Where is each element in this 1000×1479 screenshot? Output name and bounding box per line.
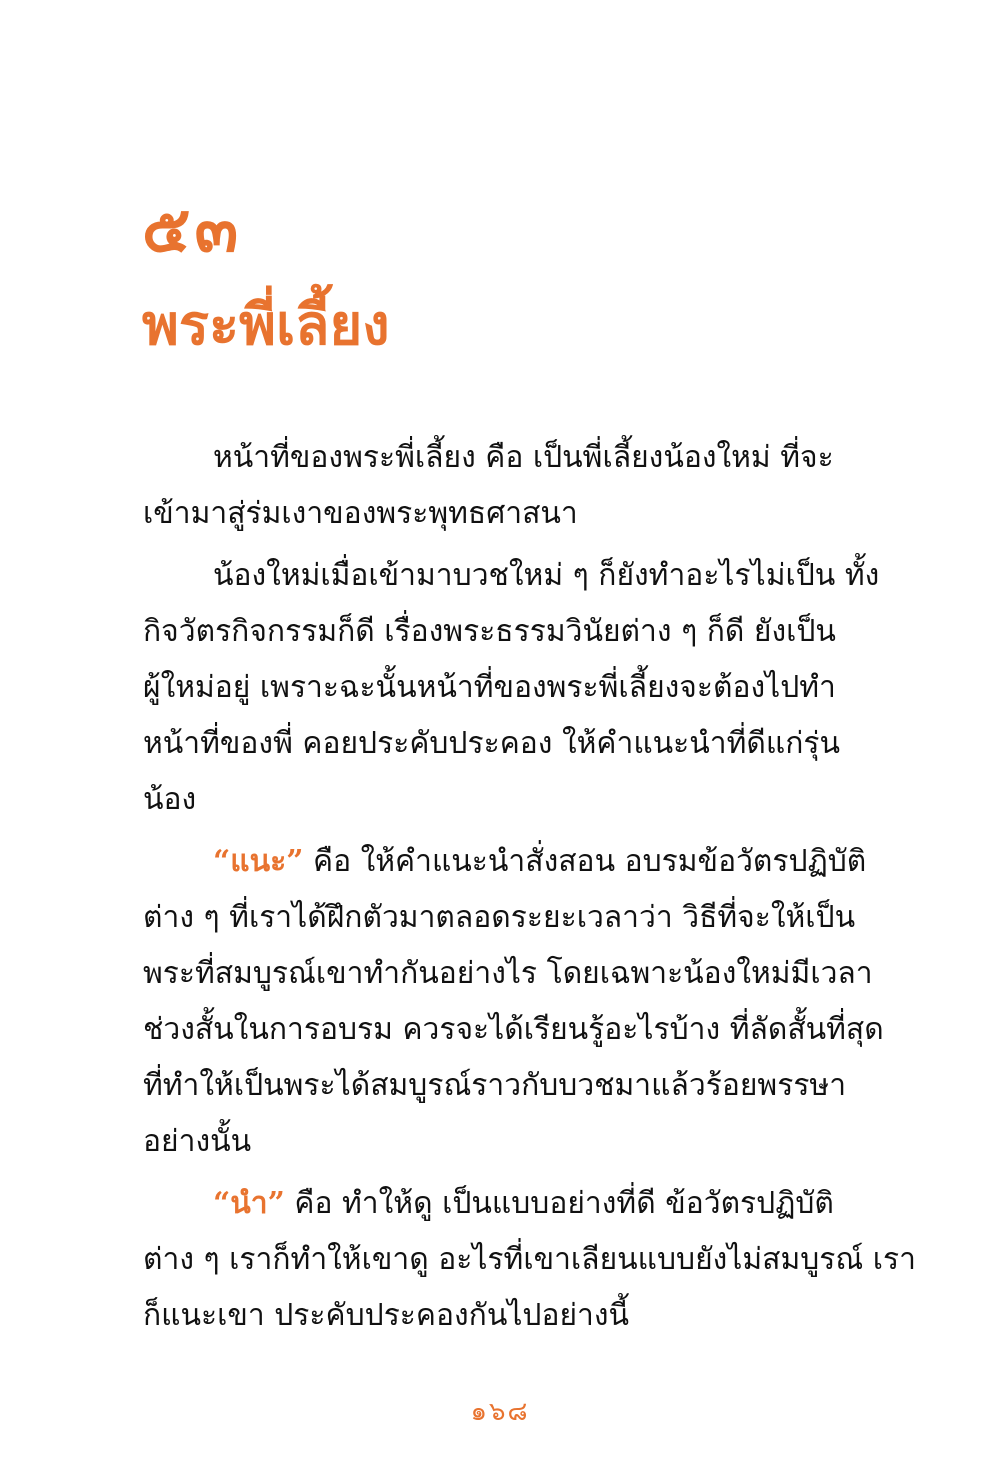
term-definition: คือ ให้คำแนะนำสั่งสอน อบรมข้อวัตรปฏิบัติ — [303, 844, 867, 879]
paragraph-line: พระที่สมบูรณ์เขาทำกันอย่างไร โดยเฉพาะน้องใหม่มีเวลา — [143, 956, 873, 991]
highlighted-term: “แนะ” — [213, 844, 304, 879]
term-definition: คือ ทำให้ดู เป็นแบบอย่างที่ดี ข้อวัตรปฏิบัติ — [284, 1186, 834, 1221]
paragraph-line: ผู้ใหม่อยู่ เพราะฉะนั้นหน้าที่ของพระพี่เลี้ยงจะต้องไปทำ — [143, 670, 836, 705]
paragraph-line: หน้าที่ของพี่ คอยประคับประคอง ให้คำแนะนำที่ดีแก่รุ่น — [143, 726, 841, 761]
paragraph-line: ต่าง ๆ ที่เราได้ฝึกตัวมาตลอดระยะเวลาว่า วิธีที่จะให้เป็น — [143, 900, 856, 935]
paragraph-line: กิจวัตรกิจกรรมก็ดี เรื่องพระธรรมวินัยต่าง ๆ ก็ดี ยังเป็น — [143, 614, 836, 649]
paragraph-line: น้องใหม่เมื่อเข้ามาบวชใหม่ ๆ ก็ยังทำอะไรไม่เป็น ทั้ง — [213, 558, 880, 593]
paragraph-line — [143, 834, 867, 890]
paragraph-3 — [143, 834, 884, 1170]
paragraph-line: ก็แนะเขา ประคับประคองกันไปอย่างนี้ — [143, 1298, 630, 1333]
paragraph-line: เข้ามาสู่ร่มเงาของพระพุทธศาสนา — [143, 496, 578, 531]
paragraph-1 — [143, 430, 834, 542]
paragraph-line: ที่ทำให้เป็นพระได้สมบูรณ์ราวกับบวชมาแล้วร้อยพรรษา — [143, 1068, 847, 1103]
page-number: ๑๖๘ — [470, 1397, 530, 1427]
paragraph-4 — [143, 1176, 916, 1344]
chapter-title: พระพี่เลี้ยง — [142, 292, 390, 358]
paragraph-2 — [143, 548, 880, 828]
paragraph-line: น้อง — [143, 782, 197, 817]
paragraph-line: อย่างนั้น — [143, 1124, 252, 1159]
highlighted-term: “นำ” — [213, 1186, 285, 1221]
chapter-number: ๕๓ — [142, 192, 243, 267]
paragraph-line — [143, 1176, 834, 1232]
paragraph-line: หน้าที่ของพระพี่เลี้ยง คือ เป็นพี่เลี้ยงน้องใหม่ ที่จะ — [213, 440, 834, 475]
body-text — [143, 430, 916, 1350]
paragraph-line: ต่าง ๆ เราก็ทำให้เขาดู อะไรที่เขาเลียนแบบยังไม่สมบูรณ์ เรา — [143, 1242, 916, 1277]
paragraph-line: ช่วงสั้นในการอบรม ควรจะได้เรียนรู้อะไรบ้าง ที่ลัดสั้นที่สุด — [143, 1012, 884, 1047]
